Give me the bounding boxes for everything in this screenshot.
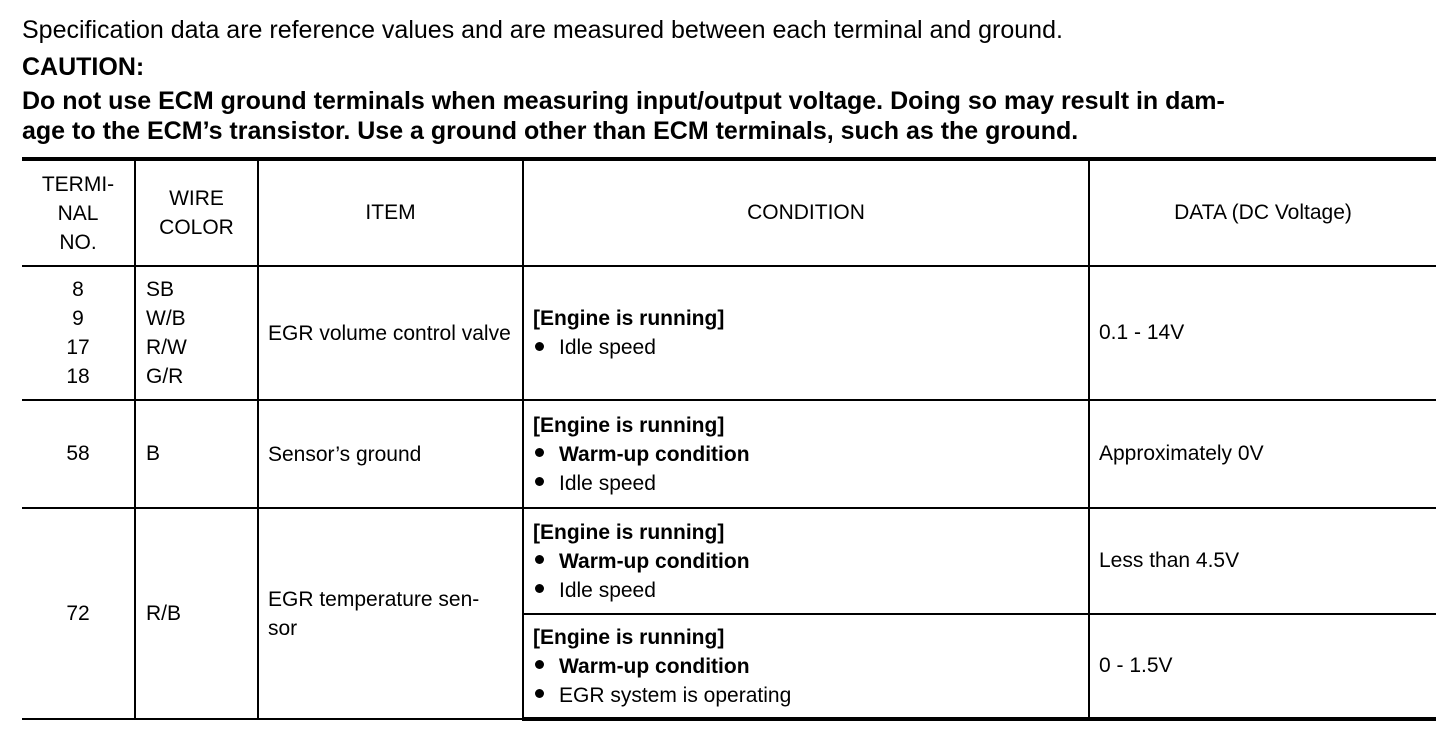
terminal-cell <box>22 400 135 508</box>
header-wire-line: COLOR <box>159 216 234 239</box>
header-terminal-line: NO. <box>59 230 97 254</box>
wire-color-cell <box>135 266 258 400</box>
terminal-number: 8 <box>72 278 84 301</box>
condition-bullet: Idle speed <box>533 469 1088 498</box>
terminal-number: 58 <box>66 442 90 465</box>
wire-color: R/W <box>146 336 187 359</box>
condition-heading: [Engine is running] <box>533 625 725 649</box>
data-cell: 0 - 1.5V <box>1089 614 1436 719</box>
terminal-number: 18 <box>66 365 90 388</box>
header-terminal-no <box>22 159 135 266</box>
caution-title: CAUTION: <box>22 53 145 81</box>
table-row <box>22 508 1436 614</box>
item-cell <box>258 400 523 508</box>
wire-color: W/B <box>146 307 186 330</box>
condition-heading: [Engine is running] <box>533 307 725 330</box>
data-cell: Less than 4.5V <box>1089 508 1436 614</box>
condition-cell <box>523 614 1089 719</box>
header-item: ITEM <box>258 159 523 266</box>
data-cell: Approximately 0V <box>1089 400 1436 508</box>
terminal-cell <box>22 266 135 400</box>
condition-bullet: Warm-up condition <box>533 652 1088 681</box>
wire-color: R/B <box>146 601 182 625</box>
wire-color: G/R <box>146 365 184 388</box>
table-header-row <box>22 159 1436 266</box>
terminal-number: 9 <box>72 307 84 330</box>
caution-text <box>22 86 1442 146</box>
terminal-number: 72 <box>66 601 90 625</box>
item-text: EGR volume control valve <box>268 321 511 345</box>
condition-bullet: Warm-up condition <box>533 547 1088 576</box>
condition-heading: [Engine is running] <box>533 413 725 437</box>
wire-color: SB <box>146 278 175 301</box>
item-cell <box>258 508 523 719</box>
condition-bullet: EGR system is operating <box>533 681 1088 710</box>
caution-line-2: age to the ECM’s transistor. Use a ground other than ECM terminals, such as the ground. <box>22 117 1079 145</box>
header-terminal-line: NAL <box>57 201 99 225</box>
terminal-number: 17 <box>66 336 90 359</box>
condition-bullet: Idle speed <box>533 333 1088 362</box>
condition-cell <box>523 266 1089 400</box>
intro-text: Specification data are reference values and are measured between each terminal and ground. <box>22 16 1063 44</box>
condition-cell <box>523 508 1089 614</box>
header-wire-color <box>135 159 258 266</box>
wire-color-cell <box>135 400 258 508</box>
caution-line-1: Do not use ECM ground terminals when measuring input/output voltage. Doing so may result in dam- <box>22 87 1225 115</box>
data-cell: 0.1 - 14V <box>1089 266 1436 400</box>
header-data: DATA (DC Voltage) <box>1089 159 1436 266</box>
header-terminal-line: TERMI- <box>41 172 115 196</box>
header-condition: CONDITION <box>523 159 1089 266</box>
wire-color: B <box>146 442 161 465</box>
header-wire-line: WIRE <box>169 187 224 210</box>
table-row <box>22 266 1436 400</box>
condition-cell <box>523 400 1089 508</box>
wire-color-cell <box>135 508 258 719</box>
item-text: EGR temperature sen- sor <box>268 587 480 640</box>
ecm-terminal-spec-table <box>22 157 1436 721</box>
item-cell <box>258 266 523 400</box>
condition-heading: [Engine is running] <box>533 520 725 544</box>
item-text: Sensor’s ground <box>268 442 422 466</box>
terminal-cell <box>22 508 135 719</box>
condition-bullet: Warm-up condition <box>533 440 1088 469</box>
condition-bullet: Idle speed <box>533 576 1088 605</box>
table-row <box>22 400 1436 508</box>
